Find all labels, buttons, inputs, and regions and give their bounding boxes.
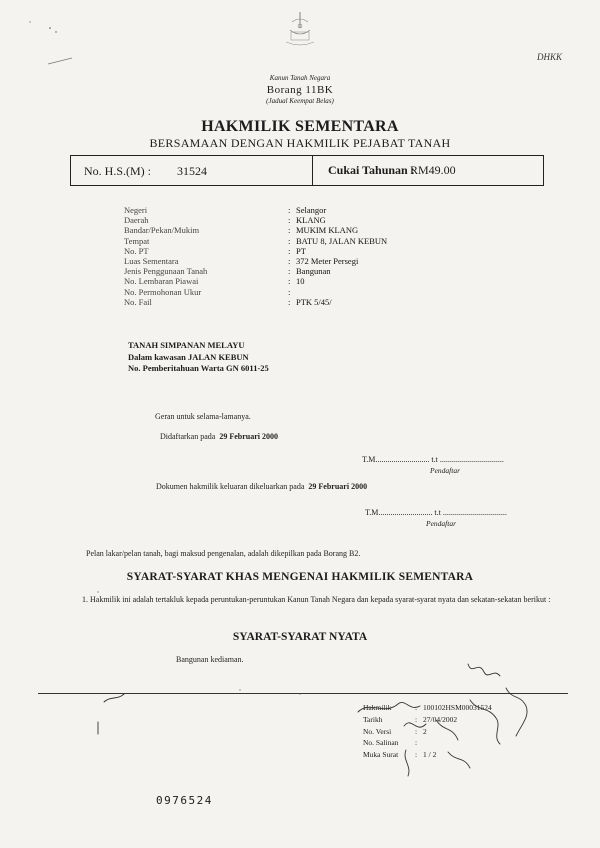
detail-label: No. Permohonan Ukur [124, 286, 202, 297]
footer-row: Hakmilik : 100102HSM00031524 [363, 703, 492, 712]
detail-label: Luas Sementara [124, 255, 179, 266]
footer-value: 1 / 2 [423, 750, 437, 760]
footer-label: Muka Surat [363, 750, 399, 760]
page-subtitle: BERSAMAAN DENGAN HAKMILIK PEJABAT TANAH [149, 136, 451, 150]
issued-label: Dokumen hakmilik keluaran dikeluarkan pada [156, 482, 305, 491]
footer-label: Hakmilik [363, 703, 392, 712]
detail-row: Daerah : KLANG [124, 215, 326, 226]
reference-code: DHKK [536, 52, 562, 62]
registered-label: Didaftarkan pada [160, 432, 216, 441]
hs-number-value: 31524 [177, 164, 207, 178]
detail-row: No. PT : PT [124, 245, 306, 256]
detail-value: Bangunan [296, 266, 331, 277]
reserve-line: TANAH SIMPANAN MELAYU [128, 340, 245, 350]
plan-note: Pelan lakar/pelan tanah, bagi maksud pengenalan, adalah dikepilkan pada Borang B2. [86, 549, 361, 558]
grant-text: Geran untuk selama-lamanya. [155, 412, 251, 421]
detail-value: PT [296, 245, 306, 256]
detail-label: Daerah [124, 215, 149, 226]
explicit-conditions-title: SYARAT-SYARAT NYATA [232, 631, 368, 643]
act-name: Kanun Tanah Negara [269, 74, 331, 82]
detail-label: Negeri [124, 205, 148, 215]
detail-value: KLANG [296, 215, 326, 226]
detail-row: No. Lembaran Piawai : 10 [124, 276, 305, 287]
signature-line: T.M........................... t.t ................................ [362, 455, 504, 464]
page-title: HAKMILIK SEMENTARA [201, 118, 399, 135]
footer-row: Muka Surat : 1 / 2 [363, 750, 437, 760]
reserve-line: Dalam kawasan JALAN KEBUN [128, 351, 249, 362]
detail-row: No. Fail : PTK 5/45/ [124, 296, 332, 307]
special-conditions-title: SYARAT-SYARAT KHAS MENGENAI HAKMILIK SEMENTARA [126, 571, 474, 583]
footer-row: No. Salinan : [363, 738, 418, 748]
registrar-label: Pendaftar [426, 519, 456, 528]
schedule-label: (Jadual Keempat Belas) [266, 97, 334, 105]
condition-item: 1. Hakmilik ini adalah tertakluk kepada peruntukan-peruntukan Kanun Tanah Negara dan kepada syarat-syarat nyata dan sekatan-sekatan berikut : [82, 595, 551, 604]
footer-row: Tarikh : 27/04/2002 [363, 714, 458, 724]
hs-number-label: No. H.S.(M) : [84, 164, 152, 178]
detail-row: Negeri : Selangor [124, 205, 327, 215]
detail-value: MUKIM KLANG [296, 225, 359, 236]
footer-label: Tarikh [363, 714, 383, 724]
detail-row: Bandar/Pekan/Mukim : MUKIM KLANG [124, 225, 359, 236]
detail-value: 10 [296, 276, 305, 287]
detail-value: Selangor [296, 205, 327, 215]
issued-date: 29 Februari 2000 [308, 482, 368, 491]
detail-value: BATU 8, JALAN KEBUN [296, 235, 388, 246]
registrar-label: Pendaftar [430, 466, 460, 475]
footer-value: 2 [423, 726, 427, 736]
signature-line: T.M........................... t.t ................................ [365, 508, 507, 517]
footer-label: No. Salinan [363, 738, 399, 748]
footer-value: 100102HSM00031524 [423, 703, 492, 712]
detail-value: PTK 5/45/ [296, 296, 332, 307]
annual-rent-label: Cukai Tahunan : [328, 163, 415, 177]
detail-value: 372 Meter Persegi [296, 255, 359, 266]
detail-label: Jenis Penggunaan Tanah [124, 266, 208, 277]
reserve-line: No. Pemberitahuan Warta GN 6011-25 [128, 363, 269, 373]
detail-row: Luas Sementara : 372 Meter Persegi [124, 255, 359, 266]
serial-number: 0976524 [156, 794, 213, 807]
annual-rent-value: RM49.00 [410, 163, 456, 177]
detail-label: Bandar/Pekan/Mukim [124, 225, 200, 236]
footer-row: No. Versi : 2 [363, 726, 427, 736]
detail-label: No. PT [124, 245, 149, 256]
detail-row: Tempat : BATU 8, JALAN KEBUN [124, 235, 388, 246]
explicit-condition-text: Bangunan kediaman. [176, 655, 244, 664]
detail-label: No. Lembaran Piawai [124, 276, 199, 287]
registered-date: 29 Februari 2000 [219, 432, 278, 441]
form-name: Borang 11BK [266, 84, 334, 96]
footer-label: No. Versi [363, 726, 392, 736]
detail-row: No. Permohonan Ukur : [124, 286, 291, 297]
detail-label: Tempat [124, 235, 150, 246]
detail-label: No. Fail [124, 296, 152, 307]
footer-value: 27/04/2002 [423, 714, 458, 724]
detail-row: Jenis Penggunaan Tanah : Bangunan [124, 266, 331, 277]
